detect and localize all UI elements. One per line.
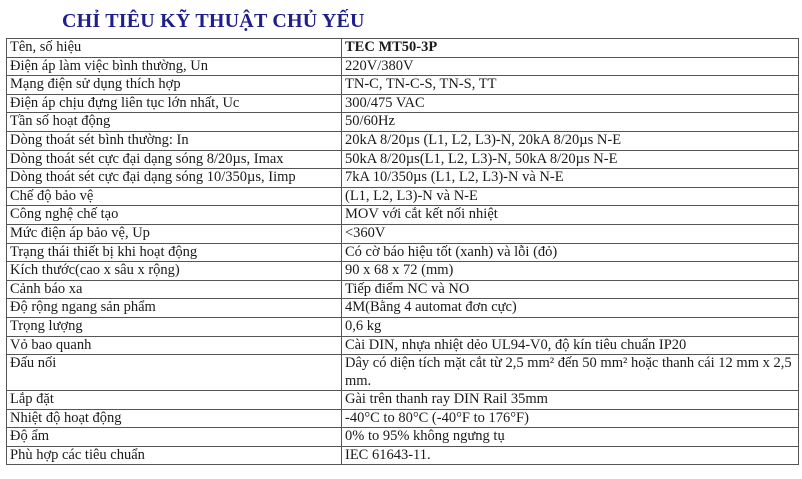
spec-label: Tên, số hiệu [7,39,342,58]
spec-value: Dây có diện tích mặt cắt từ 2,5 mm² đến 50 mm² hoặc thanh cái 12 mm x 2,5 mm. [342,355,799,391]
spec-value: -40°C to 80°C (-40°F to 176°F) [342,409,799,428]
spec-label: Trạng thái thiết bị khi hoạt động [7,243,342,262]
spec-value: 0% to 95% không ngưng tụ [342,428,799,447]
table-row [7,39,799,58]
spec-value: 0,6 kg [342,317,799,336]
table-row [7,224,799,243]
table-row [7,336,799,355]
spec-value: TN-C, TN-C-S, TN-S, TT [342,76,799,95]
spec-label: Dòng thoát sét cực đại dạng sóng 10/350µs, Iimp [7,169,342,188]
spec-label: Dòng thoát sét bình thường: In [7,131,342,150]
spec-value: TEC MT50-3P [342,39,799,58]
spec-value: (L1, L2, L3)-N và N-E [342,187,799,206]
table-row [7,187,799,206]
table-row [7,409,799,428]
table-row [7,243,799,262]
spec-value: Tiếp điểm NC và NO [342,280,799,299]
spec-label: Vỏ bao quanh [7,336,342,355]
spec-value: Cài DIN, nhựa nhiệt dẻo UL94-V0, độ kín tiêu chuẩn IP20 [342,336,799,355]
spec-label: Phù hợp các tiêu chuẩn [7,446,342,465]
table-row [7,150,799,169]
spec-label: Nhiệt độ hoạt động [7,409,342,428]
spec-label: Điện áp chịu đựng liên tục lớn nhất, Uc [7,94,342,113]
spec-label: Độ ẩm [7,428,342,447]
table-row [7,76,799,95]
table-row [7,355,799,391]
spec-label: Cảnh báo xa [7,280,342,299]
page-title: CHỈ TIÊU KỸ THUẬT CHỦ YẾU [62,10,365,32]
table-row [7,94,799,113]
table-row [7,206,799,225]
table-row [7,169,799,188]
table-row [7,428,799,447]
spec-label: Mạng điện sử dụng thích hợp [7,76,342,95]
spec-value: Gài trên thanh ray DIN Rail 35mm [342,390,799,409]
spec-label: Mức điện áp bảo vệ, Up [7,224,342,243]
spec-value: <360V [342,224,799,243]
table-row [7,131,799,150]
spec-value: 300/475 VAC [342,94,799,113]
table-row [7,390,799,409]
spec-label: Dòng thoát sét cực đại dạng sóng 8/20µs, Imax [7,150,342,169]
spec-label: Tần số hoạt động [7,113,342,132]
table-row [7,262,799,281]
spec-value: MOV với cắt kết nối nhiệt [342,206,799,225]
spec-label: Lắp đặt [7,390,342,409]
table-row [7,317,799,336]
table-row [7,280,799,299]
spec-label: Điện áp làm việc bình thường, Un [7,57,342,76]
spec-label: Chế độ bảo vệ [7,187,342,206]
spec-label: Đấu nối [7,355,342,391]
spec-value: Có cờ báo hiệu tốt (xanh) và lỗi (đỏ) [342,243,799,262]
table-row [7,446,799,465]
spec-value: 7kA 10/350µs (L1, L2, L3)-N và N-E [342,169,799,188]
table-row [7,57,799,76]
spec-value: 90 x 68 x 72 (mm) [342,262,799,281]
spec-label: Công nghệ chế tạo [7,206,342,225]
spec-value: 4M(Bằng 4 automat đơn cực) [342,299,799,318]
table-row [7,113,799,132]
spec-label: Độ rộng ngang sản phẩm [7,299,342,318]
table-row [7,299,799,318]
spec-value: IEC 61643-11. [342,446,799,465]
spec-value: 20kA 8/20µs (L1, L2, L3)-N, 20kA 8/20µs N-E [342,131,799,150]
spec-value: 220V/380V [342,57,799,76]
spec-table [6,38,799,465]
spec-label: Kích thước(cao x sâu x rộng) [7,262,342,281]
spec-value: 50kA 8/20µs(L1, L2, L3)-N, 50kA 8/20µs N-E [342,150,799,169]
spec-value: 50/60Hz [342,113,799,132]
spec-label: Trọng lượng [7,317,342,336]
